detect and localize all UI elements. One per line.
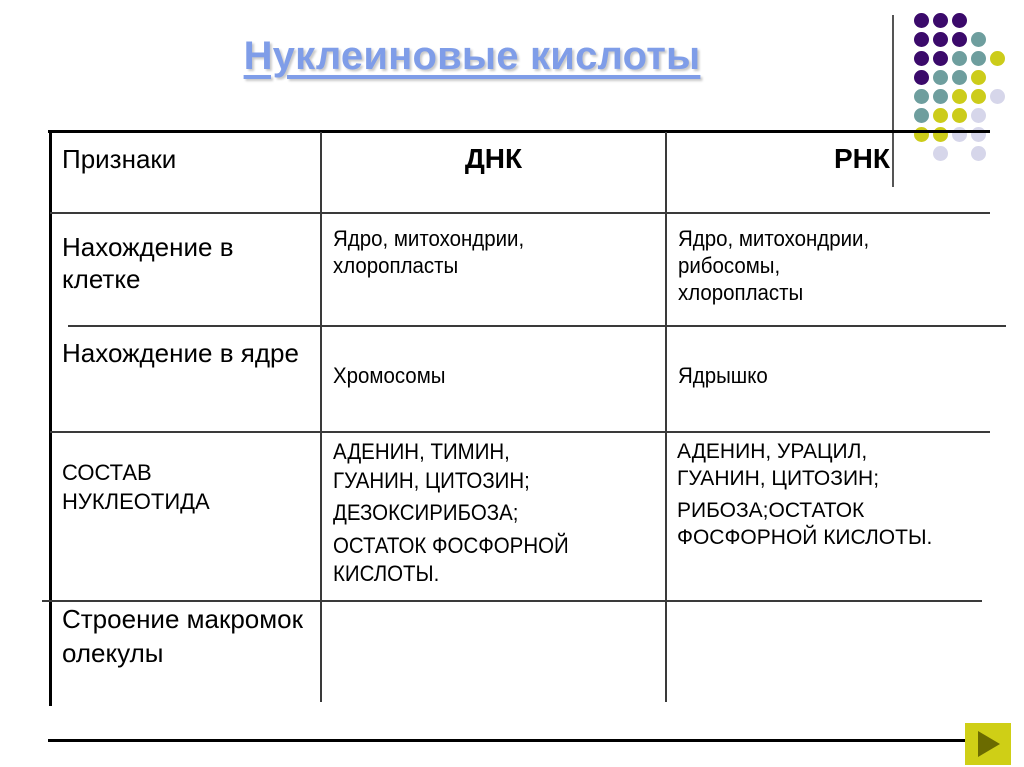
- play-triangle-icon: [978, 731, 1000, 757]
- decor-dot: [914, 13, 929, 28]
- header-rna: РНК: [834, 143, 890, 174]
- decor-dot: [933, 70, 948, 85]
- column-divider-2: [665, 132, 667, 702]
- cell-line: Хромосомы: [333, 363, 446, 388]
- decor-dot: [971, 51, 986, 66]
- decor-dot: [914, 51, 929, 66]
- slide-title: Нуклеиновые кислоты: [243, 34, 701, 78]
- decor-dot: [914, 89, 929, 104]
- decor-dot: [952, 108, 967, 123]
- decor-dot: [933, 89, 948, 104]
- row-divider-2: [68, 325, 1006, 327]
- decor-dot: [971, 32, 986, 47]
- decor-dot: [933, 13, 948, 28]
- next-slide-button[interactable]: [965, 723, 1011, 765]
- row-rna-nucleus-cell: [678, 363, 985, 390]
- decor-dot: [971, 89, 986, 104]
- table-left-border: [49, 130, 52, 706]
- cell-line: РИБОЗА;ОСТАТОК ФОСФОРНОЙ КИСЛОТЫ.: [677, 498, 933, 549]
- decor-dot: [952, 13, 967, 28]
- row-rna-composition-cell: [677, 438, 997, 551]
- row-dna-nucleus-cell: [333, 363, 640, 390]
- table-top-border: [48, 130, 990, 133]
- decor-dot: [914, 108, 929, 123]
- row-divider-1: [50, 212, 990, 214]
- row-feature-nucleus-cell: Нахождение в ядре: [62, 338, 299, 368]
- decor-dot: [952, 32, 967, 47]
- cell-line: Ядро, митохондрии,: [678, 226, 870, 251]
- row-rna-location-cell: [678, 226, 985, 306]
- decor-dot: [933, 51, 948, 66]
- row-divider-4: [42, 600, 982, 602]
- decor-dot: [933, 32, 948, 47]
- decor-dot: [914, 70, 929, 85]
- header-dna: ДНК: [464, 143, 523, 174]
- decor-dot: [990, 51, 1005, 66]
- decor-dot: [952, 51, 967, 66]
- cell-line: АДЕНИН, УРАЦИЛ, ГУАНИН, ЦИТОЗИН;: [677, 440, 880, 491]
- row-feature-structure-cell: Строение макромоколекулы: [62, 604, 303, 668]
- decor-dot: [933, 108, 948, 123]
- cell-line: хлоропласты: [678, 279, 804, 305]
- cell-line: АДЕНИН, ТИМИН, ГУАНИН, ЦИТОЗИН;: [333, 439, 530, 493]
- table-bottom-border: [48, 739, 966, 742]
- row-dna-composition-cell: [333, 438, 631, 589]
- decor-dot: [971, 108, 986, 123]
- decor-dot: [952, 70, 967, 85]
- cell-line: ОСТАТОК ФОСФОРНОЙ КИСЛОТЫ.: [333, 532, 569, 587]
- header-feature: Признаки: [62, 144, 177, 174]
- row-divider-3: [50, 431, 990, 433]
- cell-line: хлоропласты: [333, 252, 459, 278]
- column-divider-1: [320, 132, 322, 702]
- row-feature-composition-cell: СОСТАВ НУКЛЕОТИДА: [62, 460, 210, 514]
- cell-line: ДЕЗОКСИРИБОЗА;: [333, 500, 519, 526]
- cell-line: Ядрышко: [678, 363, 768, 388]
- cell-line: Ядро, митохондрии,: [333, 226, 525, 251]
- row-dna-location-cell: [333, 226, 640, 280]
- decor-dot: [971, 70, 986, 85]
- decor-dot: [914, 32, 929, 47]
- row-feature-location-cell: Нахождение в клетке: [62, 232, 234, 294]
- decor-dot: [990, 89, 1005, 104]
- cell-line: рибосомы,: [678, 252, 781, 278]
- decor-dot: [952, 89, 967, 104]
